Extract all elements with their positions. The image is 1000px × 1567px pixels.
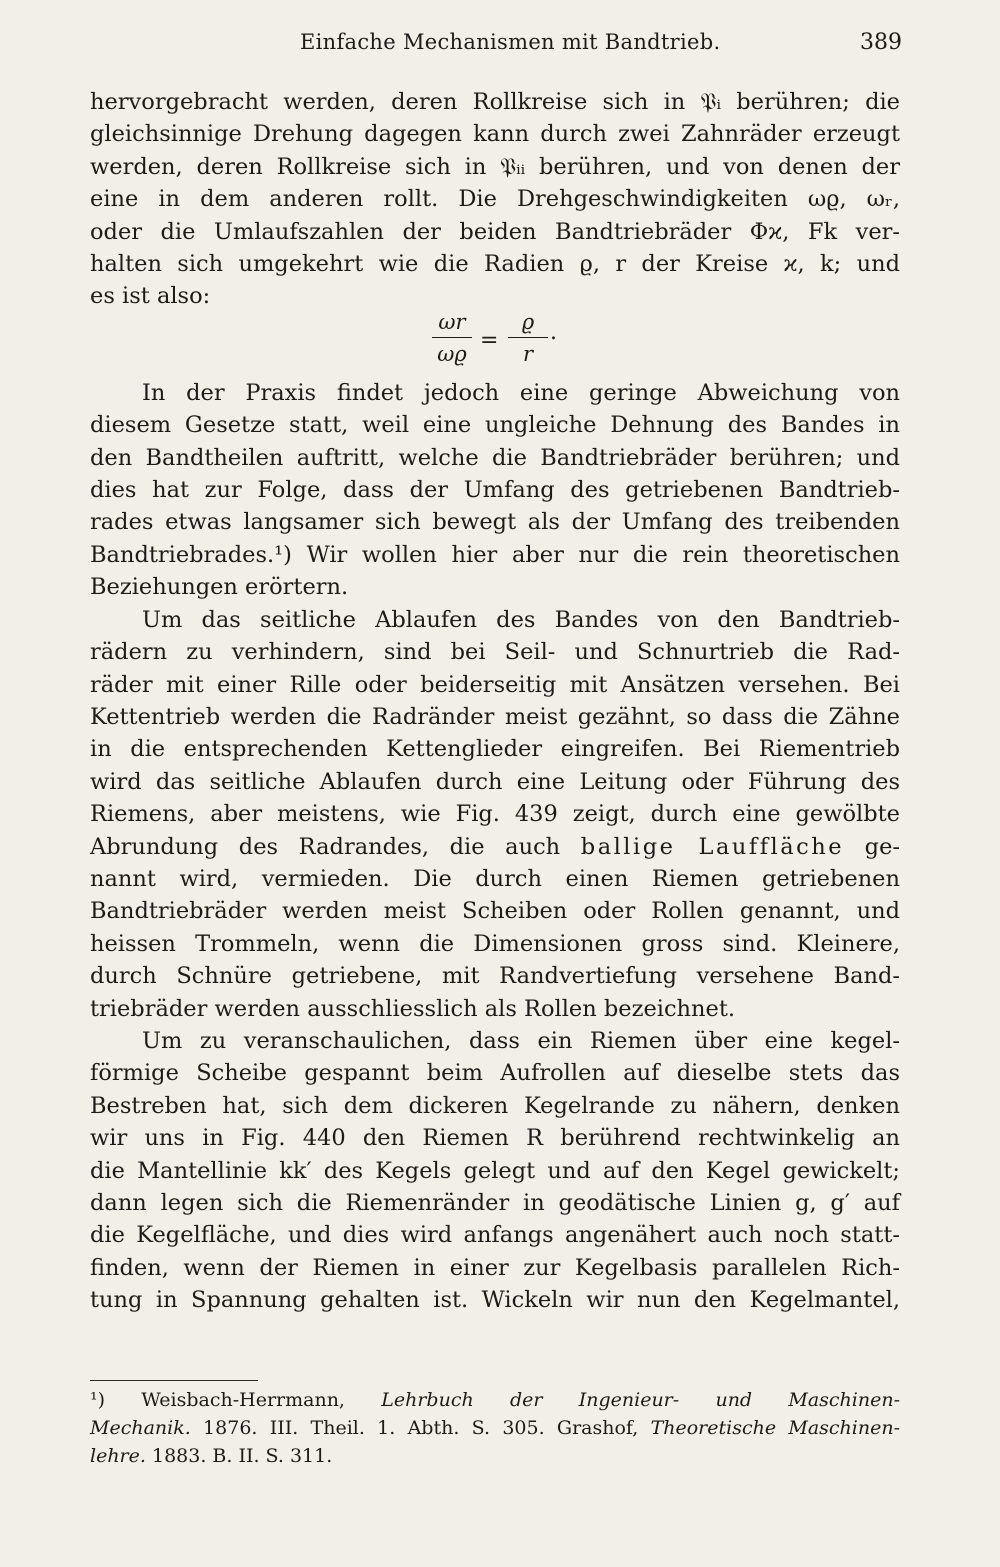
footnote-title: lehre. (90, 1445, 146, 1467)
text-line: Riemens, aber meistens, wie Fig. 439 zeigt, durch eine gewölbte (90, 801, 900, 828)
text-line: eine in dem anderen rollt. Die Drehgeschwindigkeiten ωϱ, ωᵣ, (90, 186, 900, 213)
formula-period: . (550, 319, 557, 345)
text-line: gleichsinnige Drehung dagegen kann durch zwei Zahnräder erzeugt (90, 121, 900, 148)
footnote-reference: 1883. B. II. S. 311. (145, 1445, 333, 1467)
text-line: dann legen sich die Riemenränder in geodätische Linien g, g′ auf (90, 1190, 900, 1216)
footnote-title: Lehrbuch der Ingenieur- und Maschinen- (381, 1389, 900, 1411)
text-line: Um zu veranschaulichen, dass ein Riemen über eine kegel- (142, 1027, 900, 1054)
formula-rhs-denominator: r (522, 341, 534, 366)
footnote-reference: 1876. III. Theil. 1. Abth. S. 305. Grashof, (190, 1417, 651, 1439)
page-header (90, 30, 902, 60)
text-line: den Bandtheilen auftritt, welche die Bandtriebräder berühren; und (90, 444, 900, 471)
text-line: triebräder werden ausschliesslich als Rollen bezeichnet. (90, 995, 736, 1022)
footnote-line (90, 1386, 900, 1414)
text-line: heissen Trommeln, wenn die Dimensionen gross sind. Kleinere, (90, 930, 900, 957)
text-line-ballige (90, 831, 900, 863)
page-number: 389 (860, 30, 902, 55)
text-line: Bestreben hat, sich dem dickeren Kegelrande zu nähern, denken (90, 1092, 900, 1119)
text-line: förmige Scheibe gespannt beim Aufrollen auf dieselbe stets das (90, 1060, 900, 1087)
formula-lhs-fraction (432, 309, 472, 368)
formula-rhs-numerator: ϱ (521, 309, 535, 334)
body-text (90, 86, 900, 1317)
text-line: hervorgebracht werden, deren Rollkreise sich in 𝔓ᵢ berühren; die (90, 89, 900, 115)
footnote-author: ¹) Weisbach-Herrmann, (90, 1389, 382, 1411)
text-fragment: Abrundung des Radrandes, die auch (90, 833, 581, 860)
running-title: Einfache Mechanismen mit Bandtrieb. (300, 30, 721, 54)
text-line: nannt wird, vermieden. Die durch einen Riemen getriebenen (90, 865, 900, 892)
text-line: wird das seitliche Ablaufen durch eine Leitung oder Führung des (90, 768, 900, 795)
formula-equals: = (480, 327, 499, 353)
footnote-line (90, 1414, 900, 1442)
text-line: In der Praxis findet jedoch eine geringe Abweichung von (142, 379, 900, 406)
text-line: dies hat zur Folge, dass der Umfang des getriebenen Bandtrieb- (90, 477, 900, 504)
text-line: oder die Umlaufszahlen der beiden Bandtriebräder Φϰ, Fk ver- (90, 218, 900, 245)
text-line: werden, deren Rollkreise sich in 𝔓ᵢᵢ berühren, und von denen der (90, 153, 900, 180)
text-line: halten sich umgekehrt wie die Radien ϱ, r der Kreise ϰ, k; und (90, 251, 900, 278)
formula (90, 309, 900, 373)
text-fragment: ge- (844, 833, 900, 860)
text-line: rädern zu verhindern, sind bei Seil- und Schnurtrieb die Rad- (90, 639, 900, 666)
formula-rhs-fraction (508, 309, 548, 368)
text-line: wir uns in Fig. 440 den Riemen R berührend rechtwinkelig an (90, 1125, 900, 1152)
footnote (90, 1386, 900, 1470)
text-line: Beziehungen erörtern. (90, 574, 349, 601)
text-line: Bandtriebrades.¹) Wir wollen hier aber nur die rein theoretischen (90, 541, 900, 568)
text-line: die Mantellinie kk′ des Kegels gelegt und auf den Kegel gewickelt; (90, 1157, 900, 1184)
text-line: Kettentrieb werden die Radränder meist gezähnt, so dass die Zähne (90, 703, 900, 730)
footnote-rule (90, 1380, 258, 1381)
text-line: räder mit einer Rille oder beiderseitig mit Ansätzen versehen. Bei (90, 671, 900, 698)
formula-lhs-denominator: ωϱ (437, 341, 467, 366)
fraction-bar (432, 337, 472, 338)
text-line: tung in Spannung gehalten ist. Wickeln wir nun den Kegelmantel, (90, 1287, 900, 1314)
text-line: rades etwas langsamer sich bewegt als der Umfang des treibenden (90, 509, 900, 536)
emphasis-ballige-laufflaeche: ballige Lauffläche (580, 833, 845, 860)
text-line: Bandtriebräder werden meist Scheiben oder Rollen genannt, und (90, 898, 900, 925)
text-line: es ist also: (90, 283, 211, 310)
footnote-title: Mechanik. (90, 1417, 191, 1439)
text-line: Um das seitliche Ablaufen des Bandes von den Bandtrieb- (142, 606, 900, 633)
text-line: diesem Gesetze statt, weil eine ungleiche Dehnung des Bandes in (90, 412, 900, 439)
footnote-line (90, 1442, 900, 1470)
text-line: finden, wenn der Riemen in einer zur Kegelbasis parallelen Rich- (90, 1254, 900, 1281)
text-line: durch Schnüre getriebene, mit Randvertiefung versehene Band- (90, 963, 900, 990)
fraction-bar (508, 337, 548, 338)
footnote-title: Theoretische Maschinen- (650, 1417, 900, 1439)
formula-lhs-numerator: ωr (438, 309, 466, 334)
text-line: die Kegelfläche, und dies wird anfangs angenähert auch noch statt- (90, 1222, 900, 1249)
text-line: in die entsprechenden Kettenglieder eingreifen. Bei Riementrieb (90, 736, 900, 763)
